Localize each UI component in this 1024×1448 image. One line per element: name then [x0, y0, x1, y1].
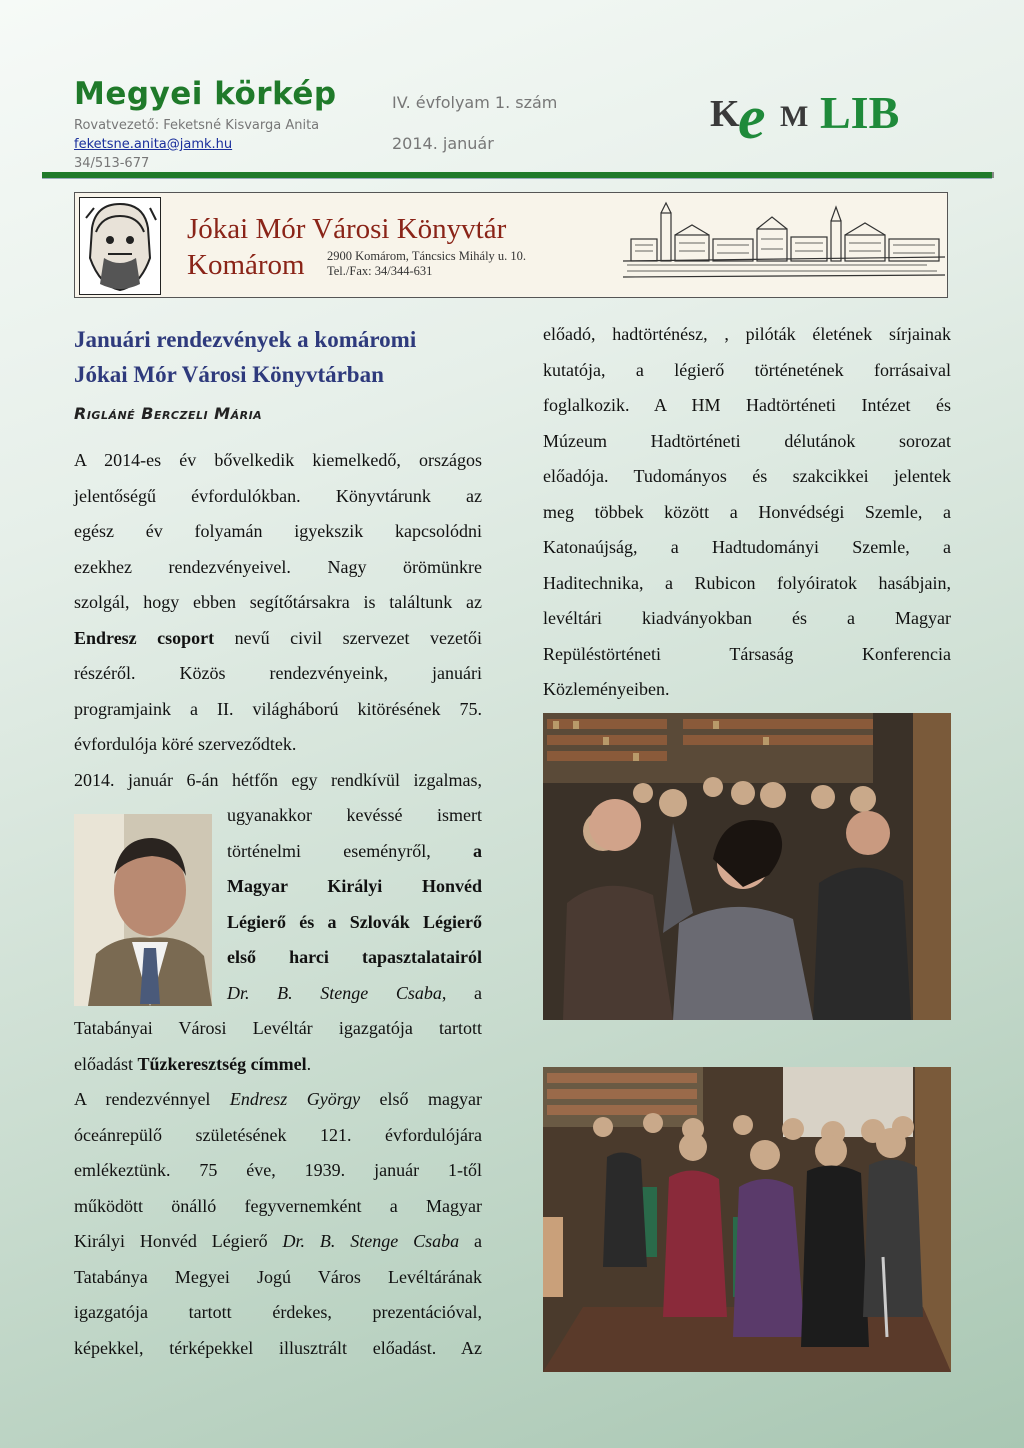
- editor-phone: 34/513-677: [74, 156, 150, 171]
- editor-email-link[interactable]: feketsne.anita@jamk.hu: [74, 137, 233, 152]
- library-address: 2900 Komárom, Táncsics Mihály u. 10. Tel./Fax: 34/344-631: [327, 249, 527, 278]
- speaker-photo: [74, 814, 212, 1006]
- right-column-text: előadó, hadtörténész, , pilóták életének sírjainak kutatója, a légierő történetének forrásaival foglalkozik. A HM Hadtörténeti Intézet és Múzeum Hadtörténeti délutánok sorozat előadója. Tudományos és szakcikkei jelentek meg többek között a Honvédségi Szemle, a Katonaújság, a Hadtudományi Szemle, a Haditechnika, a Rubicon folyóiratok hasábjain, levéltári kiadványokban és a Magyar Repüléstörténeti Társaság Konferencia Közleményeiben.: [543, 324, 951, 699]
- issue-volume: IV. évfolyam 1. szám: [392, 93, 558, 112]
- library-banner: [74, 192, 948, 298]
- jokai-portrait-image: [79, 197, 161, 295]
- section-title: Megyei körkép: [74, 76, 337, 112]
- event-audience-photo-1: [543, 713, 951, 1020]
- library-city: Komárom: [187, 249, 305, 281]
- article-author: Rigláné Berczeli Mária: [74, 404, 263, 423]
- event-audience-photo-2: [543, 1067, 951, 1372]
- svg-text:e: e: [738, 84, 766, 142]
- library-name: Jókai Mór Városi Könyvtár: [187, 213, 507, 245]
- article-title: Januári rendezvények a komáromi Jókai Mór Városi Könyvtárban: [74, 327, 417, 387]
- editor-line: Rovatvezető: Feketsné Kisvarga Anita: [74, 118, 320, 133]
- svg-text:K: K: [710, 93, 740, 135]
- left-column-text: A 2014-es év bővelkedik kiemelkedő, országos jelentőségű évfordulókban. Könyvtárunk az egész év folyamán igyekszik kapcsolódni ezekhez rendezvényeivel. Nagy örömünkre szolgál, hogy ebben segítőtársakra is találtunk az Endresz csoport nevű civil szervezet vezetői részéről. Közös rendezvényeink, januári programjaink a II. világháború kitörésének 75. évfordulója köré szerveződtek. 2014. január 6-án hétfőn egy rendkívül izgalmas,: [74, 450, 482, 790]
- kemlib-logo: [708, 82, 948, 142]
- svg-text:LIB: LIB: [820, 87, 900, 138]
- svg-text:M: M: [780, 100, 809, 133]
- issue-date: 2014. január: [392, 134, 494, 153]
- left-column-text-continued: Tatabányai Városi Levéltár igazgatója tartott előadást Tűzkeresztség címmel. A rendezvénnyel Endresz György első magyar óceánrepülő születésének 121. évfordulójára emlékeztünk. 75 éve, 1939. január 1-től működött önálló fegyvernemként a Magyar Királyi Honvéd Légierő Dr. B. Stenge Csaba a Tatabánya Megyei Jogú Város Levéltárának igazgatója tartott érdekes, prezentációval, képekkel, térképekkel illusztrált előadást. Az: [74, 1018, 482, 1358]
- wrapped-text: ugyanakkor kevéssé ismert történelmi eseményről, a Magyar Királyi Honvéd Légierő és a Szlovák Légierő első harci tapasztalatairól Dr. B. Stenge Csaba, a: [227, 805, 483, 1003]
- town-sketch-image: [623, 199, 945, 291]
